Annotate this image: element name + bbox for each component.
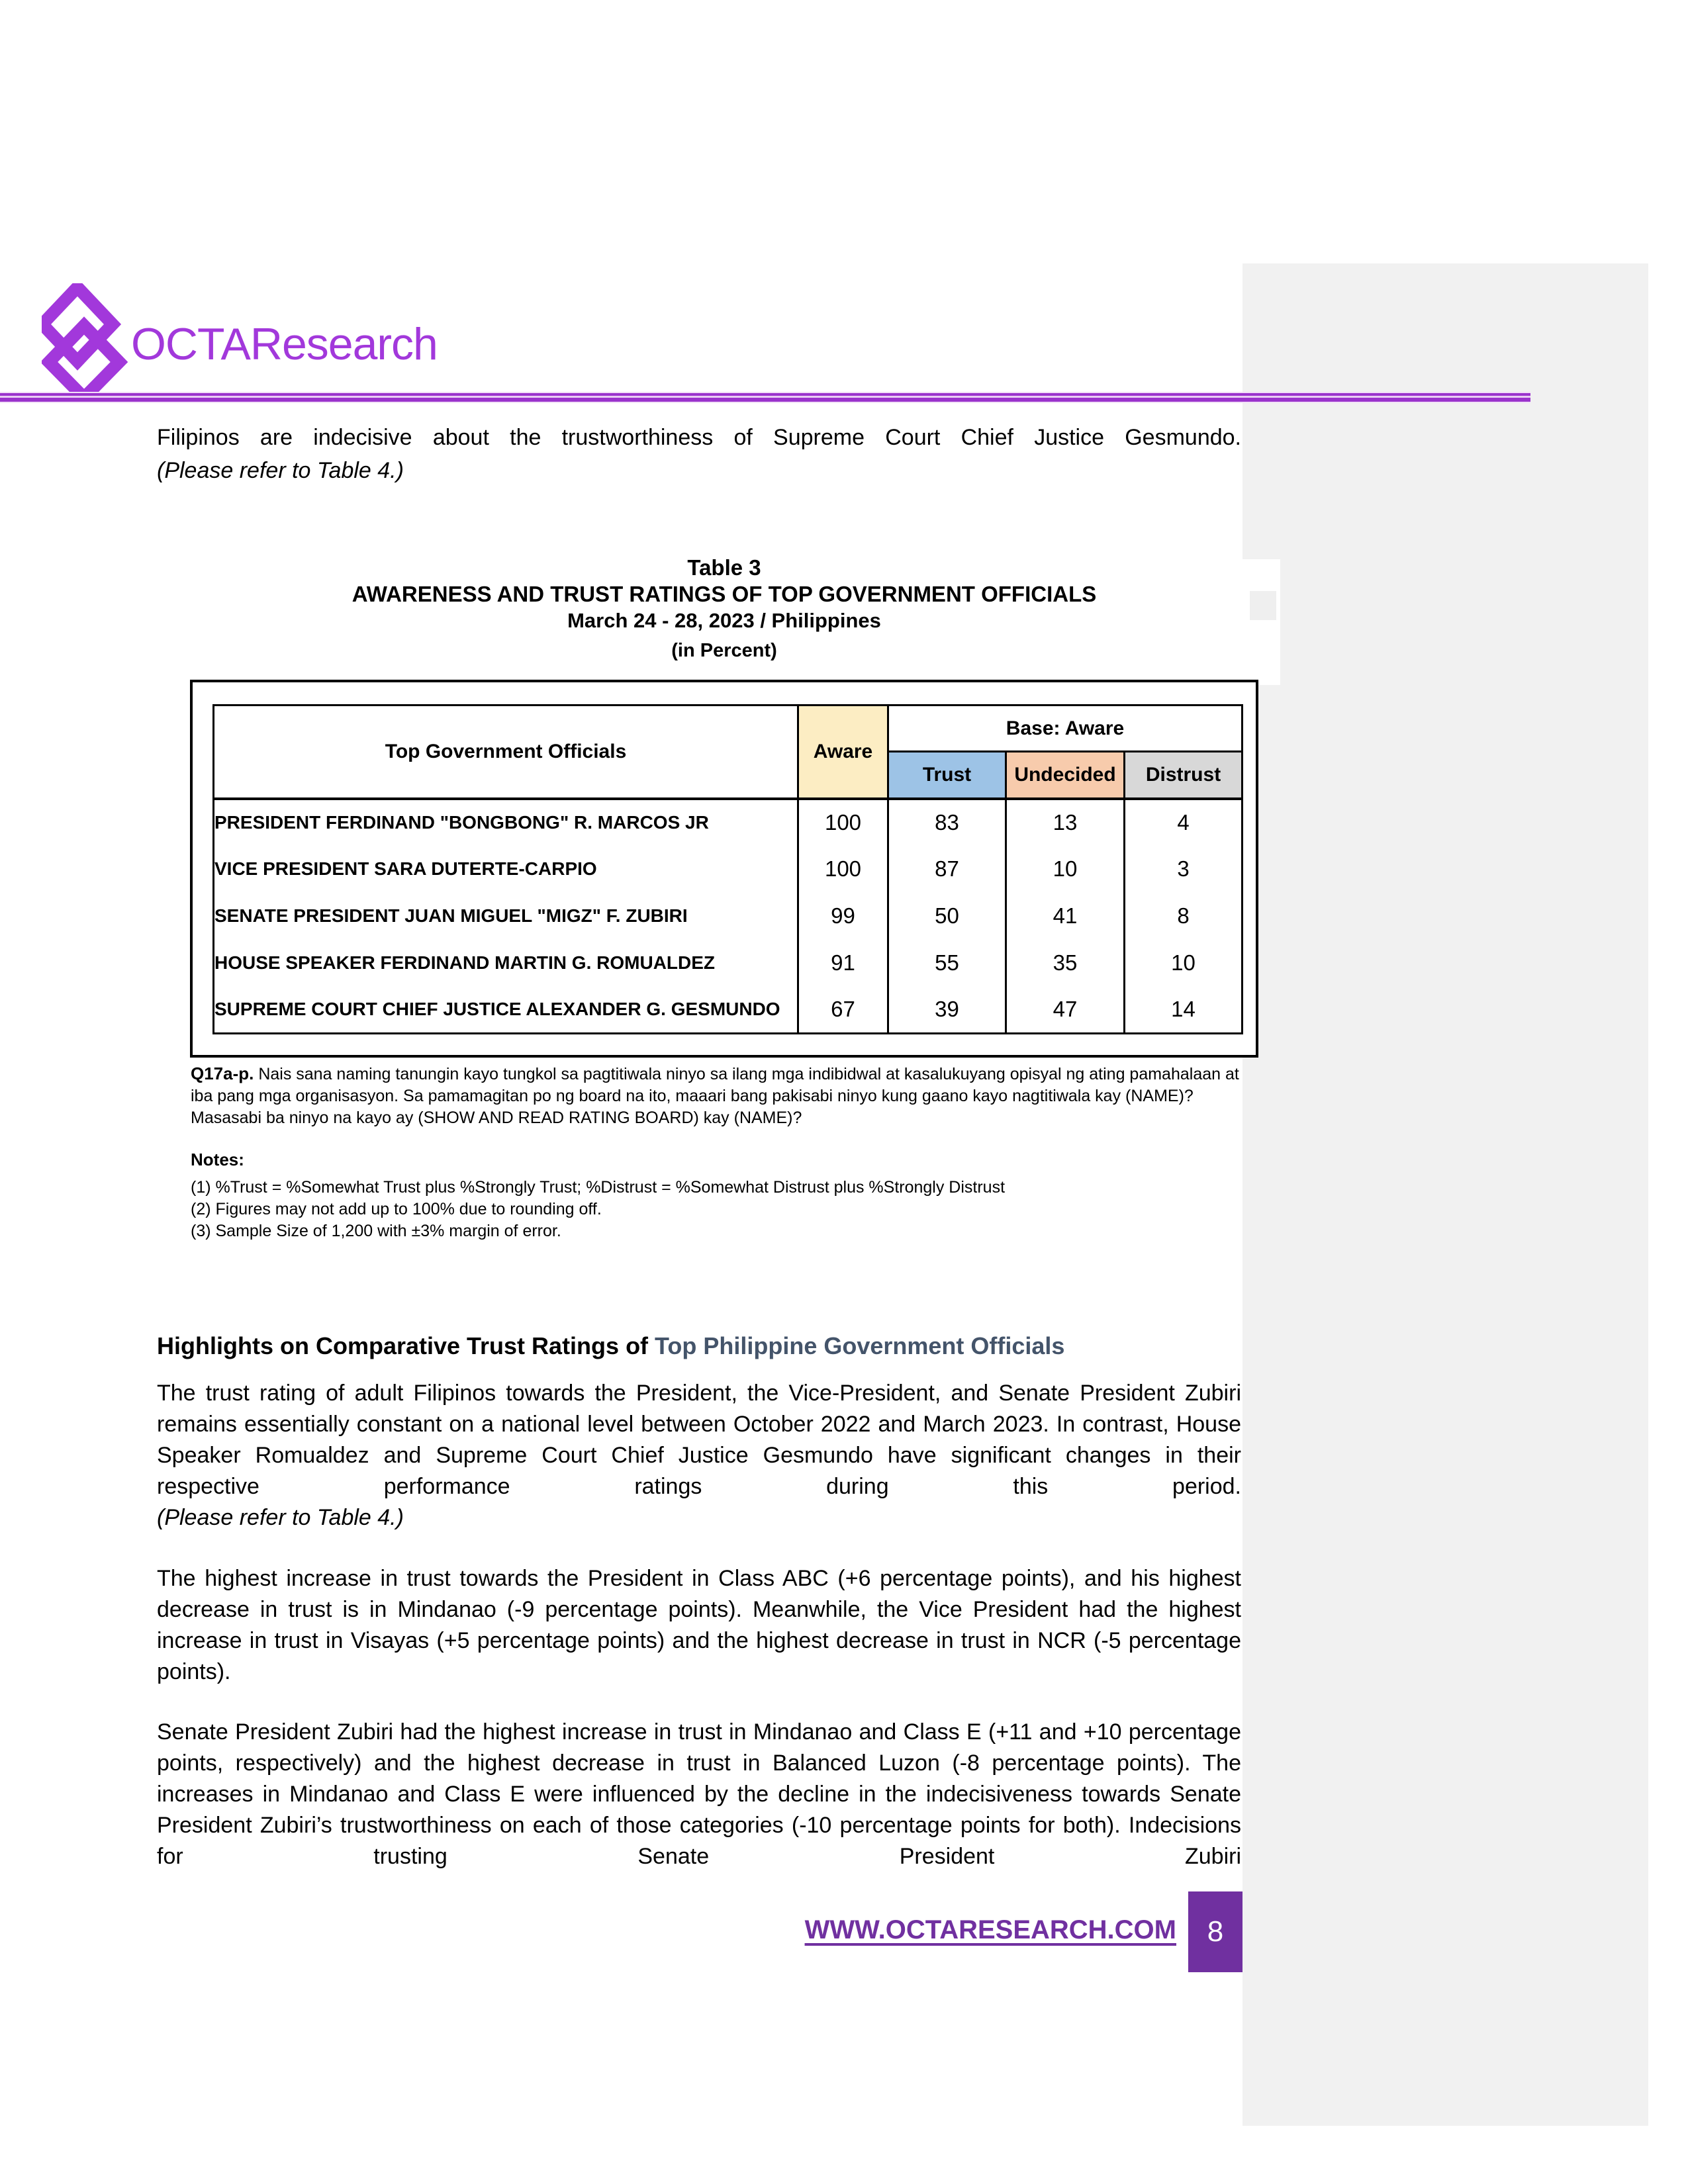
- page-number-badge: [1188, 1891, 1243, 1972]
- heading-accent-text: Top Philippine Government Officials: [655, 1332, 1065, 1359]
- intro-paragraph: [157, 421, 1241, 487]
- question-label: Q17a-p.: [191, 1064, 254, 1083]
- aware-value: 99: [798, 893, 888, 940]
- table-row: [214, 799, 1243, 846]
- col-header-base-aware: Base: Aware: [888, 705, 1243, 752]
- official-name: SENATE PRESIDENT JUAN MIGUEL "MIGZ" F. ZUBIRI: [214, 893, 798, 940]
- intro-refer-note: (Please refer to Table 4.): [157, 458, 404, 483]
- distrust-value: 10: [1125, 940, 1243, 987]
- undecided-value: 13: [1006, 799, 1125, 846]
- aware-value: 100: [798, 799, 888, 846]
- page-number: 8: [1207, 1915, 1224, 1948]
- trust-rating-paragraph: [157, 1378, 1241, 1533]
- trust-value: 87: [888, 846, 1006, 893]
- table-row: [214, 846, 1243, 893]
- aware-value: 91: [798, 940, 888, 987]
- table-unit: (in Percent): [671, 640, 777, 661]
- right-margin-shade: [1243, 263, 1648, 2126]
- intro-text: Filipinos are indecisive about the trustworthiness of Supreme Court Chief Justice Gesmundo.: [157, 425, 1241, 450]
- official-name: HOUSE SPEAKER FERDINAND MARTIN G. ROMUALDEZ: [214, 940, 798, 987]
- official-name: VICE PRESIDENT SARA DUTERTE-CARPIO: [214, 846, 798, 893]
- trust-value: 39: [888, 987, 1006, 1034]
- heading-main-text: Highlights on Comparative Trust Ratings of: [157, 1332, 655, 1359]
- notes-label: Notes:: [191, 1150, 244, 1169]
- trust-value: 83: [888, 799, 1006, 846]
- notes-block: [191, 1149, 1264, 1242]
- note-line: (3) Sample Size of 1,200 with ±3% margin of error.: [191, 1222, 561, 1240]
- table-row: [214, 940, 1243, 987]
- distrust-value: 14: [1125, 987, 1243, 1034]
- question-text: Nais sana naming tanungin kayo tungkol sa pagtitiwala ninyo sa ilang mga indibidwal at kasalukuyang opisyal ng ating pamahalaan at iba pang mga organisasyon. Sa pamamagitan po ng board na ito, maaari bang pakisabi ninyo kung gaano kayo nagtitiwala kay (NAME)? Masasabi ba ninyo na kayo ay (SHOW AND READ RATING BOARD) kay (NAME)?: [191, 1065, 1239, 1127]
- footer: [157, 1915, 1176, 1945]
- survey-question-footnote: [191, 1063, 1264, 1129]
- official-name: PRESIDENT FERDINAND "BONGBONG" R. MARCOS JR: [214, 799, 798, 846]
- table-title-block: [190, 555, 1258, 663]
- aware-value: 67: [798, 987, 888, 1034]
- undecided-value: 47: [1006, 987, 1125, 1034]
- undecided-value: 10: [1006, 846, 1125, 893]
- zubiri-paragraph: Senate President Zubiri had the highest increase in trust in Mindanao and Class E (+11 and +10 percentage points, respectively) and the highest decrease in trust in Balanced Luzon (-8 percentage points). The increases in Mindanao and Class E were influenced by the decline in the indecisiveness towards Senate President Zubiri’s trustworthiness on each of those categories (-10 percentage points for both). Indecisions for trusting Senate President Zubiri: [157, 1719, 1241, 1869]
- paragraph-text: The trust rating of adult Filipinos towards the President, the Vice-President, and Senate President Zubiri remains essentially constant on a national level between October 2022 and March 2023. In contrast, House Speaker Romualdez and Supreme Court Chief Justice Gesmundo have significant changes in their respective performance ratings during this period.: [157, 1381, 1241, 1499]
- distrust-value: 4: [1125, 799, 1243, 846]
- distrust-value: 8: [1125, 893, 1243, 940]
- undecided-value: 35: [1006, 940, 1125, 987]
- highest-increase-paragraph: The highest increase in trust towards the President in Class ABC (+6 percentage points), and his highest decrease in trust is in Mindanao (-9 percentage points). Meanwhile, the Vice President had the highest increase in trust in Visayas (+5 percentage points) and the highest decrease in trust in NCR (-5 percentage points).: [157, 1566, 1241, 1684]
- official-name: SUPREME COURT CHIEF JUSTICE ALEXANDER G. GESMUNDO: [214, 987, 798, 1034]
- note-line: (2) Figures may not add up to 100% due to rounding off.: [191, 1200, 602, 1218]
- distrust-value: 3: [1125, 846, 1243, 893]
- aware-value: 100: [798, 846, 888, 893]
- undecided-value: 41: [1006, 893, 1125, 940]
- col-header-aware: Aware: [798, 705, 888, 799]
- col-header-undecided: Undecided: [1006, 752, 1125, 799]
- table-title: AWARENESS AND TRUST RATINGS OF TOP GOVERNMENT OFFICIALS: [352, 582, 1097, 606]
- col-header-officials: Top Government Officials: [214, 705, 798, 799]
- note-line: (1) %Trust = %Somewhat Trust plus %Strongly Trust; %Distrust = %Somewhat Distrust plus %Strongly Distrust: [191, 1178, 1006, 1197]
- trust-value: 55: [888, 940, 1006, 987]
- website-link[interactable]: WWW.OCTARESEARCH.COM: [804, 1915, 1176, 1944]
- refer-note: (Please refer to Table 4.): [157, 1505, 404, 1530]
- octa-logo-icon: [42, 283, 128, 402]
- table-row: [214, 893, 1243, 940]
- highlights-heading: [157, 1332, 1282, 1361]
- table-number: Table 3: [687, 555, 761, 580]
- ratings-table: [212, 704, 1243, 1034]
- brand-wordmark: OCTAResearch: [131, 319, 438, 369]
- table-period: March 24 - 28, 2023 / Philippines: [567, 609, 881, 632]
- col-header-distrust: Distrust: [1125, 752, 1243, 799]
- col-header-trust: Trust: [888, 752, 1006, 799]
- header-divider-rule: [0, 392, 1530, 403]
- table-row: [214, 987, 1243, 1034]
- ratings-table-frame: [190, 680, 1258, 1058]
- trust-value: 50: [888, 893, 1006, 940]
